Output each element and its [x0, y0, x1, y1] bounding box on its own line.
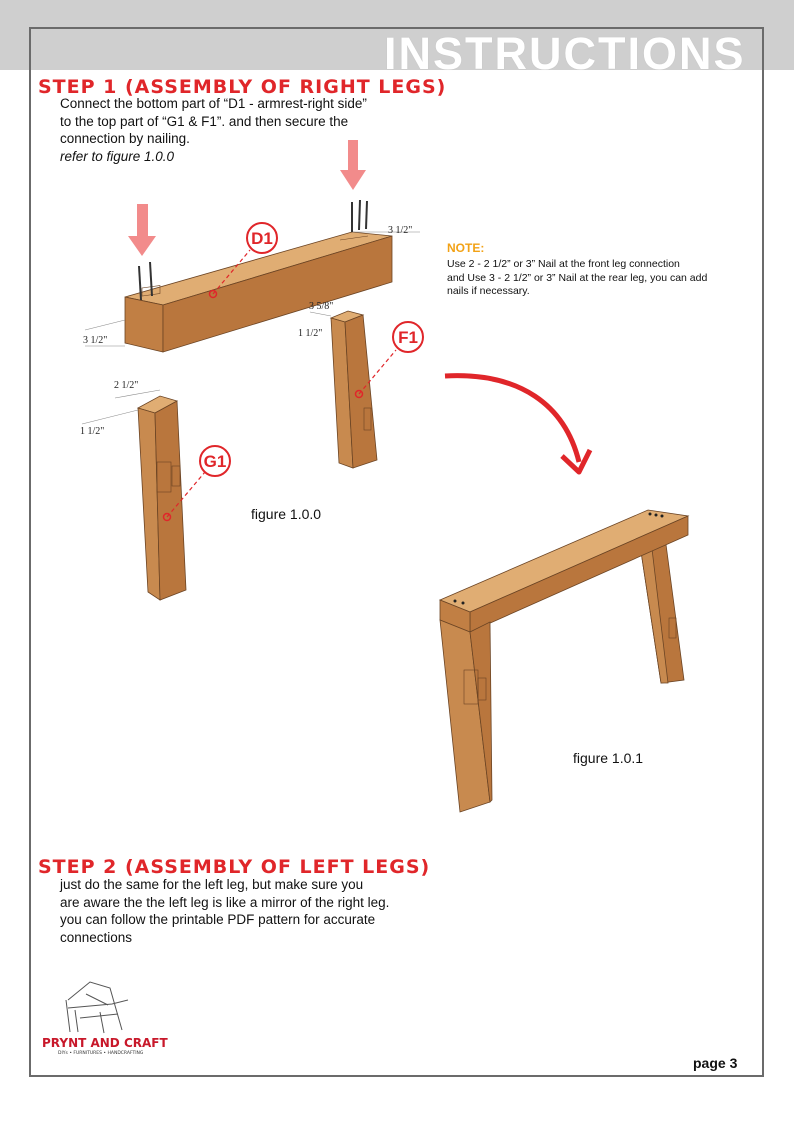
- step2-line: connections: [60, 929, 133, 945]
- part-label-g1: G1: [203, 452, 227, 471]
- figure-caption-1-0-0: figure 1.0.0: [251, 506, 322, 522]
- part-label-d1: D1: [251, 229, 273, 248]
- brand-logo-icon: [66, 982, 128, 1033]
- page-title: INSTRUCTIONS: [384, 28, 746, 79]
- brand-tagline: DIYs • FURNITURES • HANDCRAFTING: [58, 1051, 144, 1056]
- curved-arrow-icon: [445, 376, 590, 472]
- d1-dimension-left: 3 1/2": [83, 335, 108, 346]
- g1-front-leg: [138, 396, 186, 600]
- step1-line: Connect the bottom part of “D1 - armrest-right side”: [60, 96, 367, 111]
- page-number: page 3: [693, 1055, 738, 1071]
- step2-heading: STEP 2 (ASSEMBLY OF LEFT LEGS): [38, 856, 431, 878]
- step2-text: [60, 876, 389, 946]
- f1-dimension-width: 3 5/8": [309, 301, 334, 312]
- f1-dimension-depth: 1 1/2": [298, 328, 323, 339]
- figure-reference: refer to figure 1.0.0: [60, 148, 175, 164]
- step2-line: you can follow the printable PDF pattern for accurate: [60, 912, 376, 927]
- note-title: NOTE:: [447, 241, 485, 255]
- g1-dimension-width: 2 1/2": [114, 380, 139, 391]
- note-line: nails if necessary.: [447, 285, 530, 297]
- dimension-line: [85, 320, 125, 330]
- note-line: Use 2 - 2 1/2” or 3” Nail at the front leg connection: [447, 258, 680, 270]
- assembled-leg-frame: [440, 510, 688, 812]
- brand-name: PRYNT AND CRAFT: [42, 1036, 168, 1050]
- step2-line: just do the same for the left leg, but make sure you: [60, 877, 364, 892]
- step1-line: to the top part of “G1 & F1”. and then secure the: [60, 113, 349, 129]
- step2-line: are aware the the left leg is like a mirror of the right leg.: [60, 894, 390, 910]
- g1-dimension-depth: 1 1/2": [80, 426, 105, 437]
- step1-heading: STEP 1 (ASSEMBLY OF RIGHT LEGS): [38, 76, 447, 98]
- f1-rear-leg: [331, 311, 377, 468]
- figure-caption-1-0-1: figure 1.0.1: [573, 750, 644, 766]
- step1-line: connection by nailing.: [60, 131, 190, 146]
- note-line: and Use 3 - 2 1/2” or 3” Nail at the rear leg, you can add: [447, 271, 708, 284]
- d1-dimension-right: 3 1/2": [388, 225, 413, 236]
- part-label-f1: F1: [398, 328, 418, 347]
